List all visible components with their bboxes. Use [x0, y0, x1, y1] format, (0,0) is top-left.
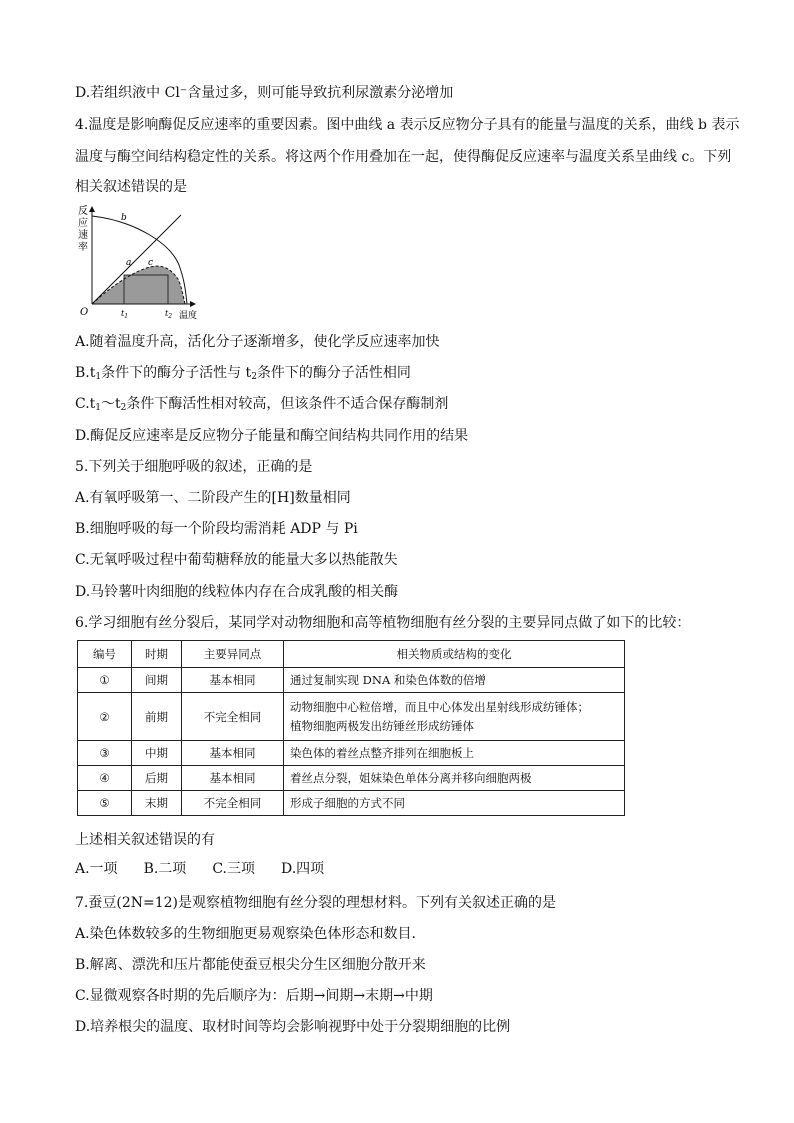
- row-difference: 基本相同: [182, 741, 284, 766]
- q6-follow-up: 上述相关叙述错误的有: [75, 832, 215, 848]
- q5-option-b: B.细胞呼吸的每一个阶段均需消耗 ADP 与 Pi: [75, 521, 358, 537]
- row-change: 形成子细胞的方式不同: [284, 791, 625, 816]
- row-phase: 后期: [132, 766, 182, 791]
- table-row: [78, 668, 625, 693]
- header-phase: 时期: [132, 641, 182, 668]
- table-row: [78, 741, 625, 766]
- q4-option-d: D.酶促反应速率是反应物分子能量和酶空间结构共同作用的结果: [75, 428, 469, 444]
- row-change: 着丝点分裂，姐妹染色单体分离并移向细胞两极: [284, 766, 625, 791]
- y-axis-label-3: 速: [78, 230, 88, 241]
- row-change: 动物细胞中心粒倍增，而且中心体发出星射线形成纺锤体； 植物细胞两极发出纺锤丝形成纺锤体: [284, 693, 625, 741]
- t1-label: $t_1$: [121, 309, 129, 320]
- row-difference: 基本相同: [182, 668, 284, 693]
- q5-option-c: C.无氧呼吸过程中葡萄糖释放的能量大多以热能散失: [75, 552, 398, 568]
- q4-option-b: $B.t_1$条件下的酶分子活性与 $t_2$条件下的酶分子活性相同: [75, 365, 411, 382]
- q6-option-b: B.二项: [143, 861, 187, 877]
- row-phase: 前期: [132, 693, 182, 741]
- q7-option-d: D.培养根尖的温度、取材时间等均会影响视野中处于分裂期细胞的比例: [75, 1019, 511, 1035]
- row-phase: 间期: [132, 668, 182, 693]
- row-phase: 末期: [132, 791, 182, 816]
- q6-option-a: A.一项: [75, 861, 118, 877]
- q4-option-a: A.随着温度升高，活化分子逐渐增多，使化学反应速率加快: [75, 334, 440, 350]
- q6-options: [75, 860, 350, 878]
- curve-b-label: b: [121, 213, 127, 223]
- q4-stem-line-3: 相关叙述错误的是: [75, 179, 187, 195]
- q5-option-d: D.马铃薯叶肉细胞的线粒体内存在合成乳酸的相关酶: [75, 584, 399, 600]
- y-axis-label-2: 应: [78, 218, 88, 229]
- q7-option-a: A.染色体数较多的生物细胞更易观察染色体形态和数目.: [75, 926, 417, 942]
- row-number: ②: [78, 693, 132, 741]
- table-row: [78, 693, 625, 741]
- row-number: ①: [78, 668, 132, 693]
- q4-stem-line-2: 温度与酶空间结构稳定性的关系。将这两个作用叠加在一起，使得酶促反应速率与温度关系呈曲线 c。下列: [75, 149, 732, 165]
- curve-c-label: c: [148, 258, 154, 268]
- enzyme-rate-figure: [75, 203, 215, 321]
- y-axis-label-1: 反: [78, 206, 88, 217]
- row-change: 通过复制实现 DNA 和染色体数的倍增: [284, 668, 625, 693]
- q5-option-a: A.有氧呼吸第一、二阶段产生的[H]数量相同: [75, 490, 351, 506]
- row-change: 染色体的着丝点整齐排列在细胞板上: [284, 741, 625, 766]
- q4-stem-line-1: 4.温度是影响酶促反应速率的重要因素。图中曲线 a 表示反应物分子具有的能量与温度的关系，曲线 b 表示: [75, 117, 740, 133]
- q4-option-c: $C.t_1\sim t_2$条件下酶活性相对较高，但该条件不适合保存酶制剂: [75, 396, 449, 413]
- t1-t2-rectangle: [124, 275, 168, 304]
- curve-a-label: a: [126, 258, 132, 268]
- table-row: [78, 766, 625, 791]
- header-change: 相关物质或结构的变化: [284, 641, 625, 668]
- table-header-row: [78, 641, 625, 668]
- x-axis-label: 温度: [179, 311, 198, 321]
- row-number: ⑤: [78, 791, 132, 816]
- row-number: ④: [78, 766, 132, 791]
- q6-stem: 6.学习细胞有丝分裂后，某同学对动物细胞和高等植物细胞有丝分裂的主要异同点做了如下的比较：: [75, 615, 691, 631]
- q7-option-c: C.显微观察各时期的先后顺序为：后期→间期→末期→中期: [75, 988, 433, 1004]
- header-number: 编号: [78, 641, 132, 668]
- t2-label: $t_2$: [165, 309, 173, 320]
- row-difference: 不完全相同: [182, 791, 284, 816]
- y-axis-label-4: 率: [78, 242, 88, 253]
- mitosis-comparison-table: [77, 640, 625, 816]
- q7-option-b: B.解离、漂洗和压片都能使蚕豆根尖分生区细胞分散开来: [75, 957, 426, 973]
- q7-stem: 7.蚕豆(2N=12)是观察植物细胞有丝分裂的理想材料。下列有关叙述正确的是: [75, 895, 556, 911]
- q6-option-c: C.三项: [212, 861, 255, 877]
- table-row: [78, 791, 625, 816]
- row-phase: 中期: [132, 741, 182, 766]
- row-difference: 基本相同: [182, 766, 284, 791]
- row-number: ③: [78, 741, 132, 766]
- q3-option-d: D.若组织液中 Cl⁻含量过多，则可能导致抗利尿激素分泌增加: [75, 85, 454, 101]
- q5-stem: 5.下列关于细胞呼吸的叙述，正确的是: [75, 459, 313, 475]
- row-difference: 不完全相同: [182, 693, 284, 741]
- header-difference: 主要异同点: [182, 641, 284, 668]
- q6-option-d: D.四项: [280, 861, 325, 877]
- origin-label: O: [80, 307, 89, 318]
